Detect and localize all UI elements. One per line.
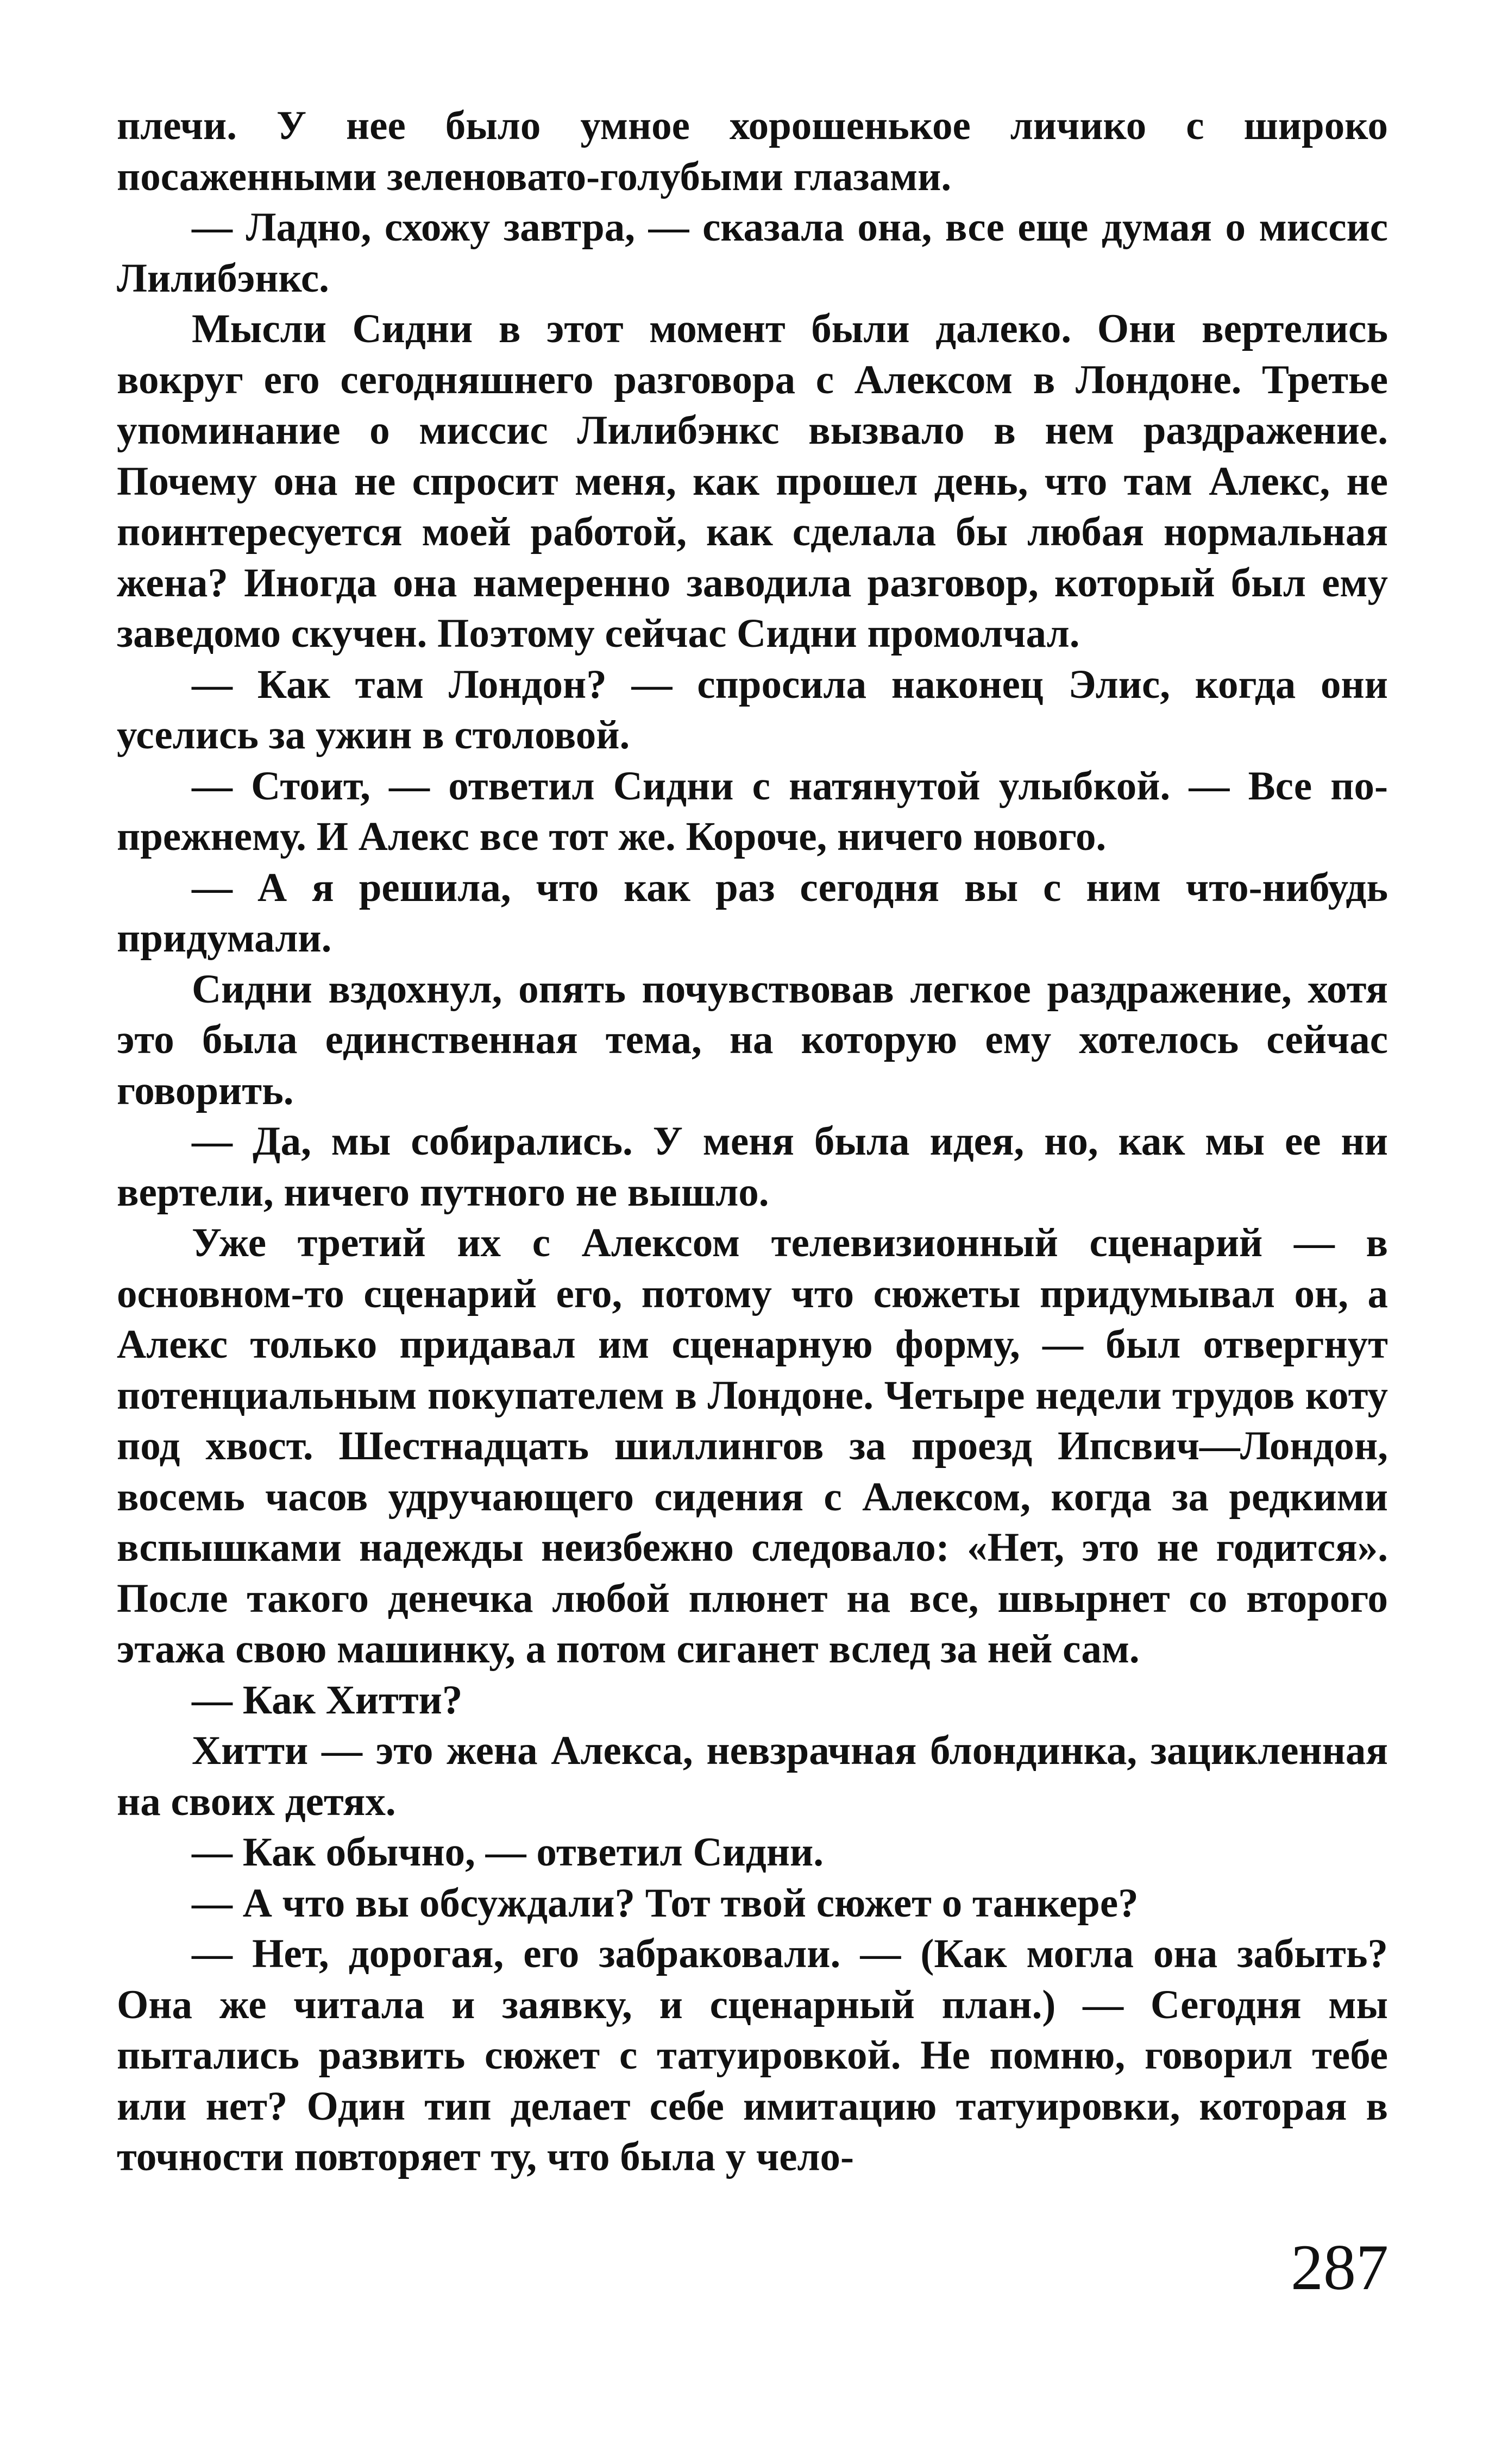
paragraph: — Как обычно, — ответил Сидни. <box>192 1830 824 1875</box>
paragraph: — Как Хитти? <box>192 1677 463 1723</box>
paragraph: Хитти — это жена Алекса, невзрачная блондинка, зацикленная на своих детях. <box>117 1728 1388 1824</box>
paragraph: Мысли Сидни в этот момент были далеко. Они вертелись вокруг его сегодняшнего разговора с Алексом в Лондоне. Третье упоминание о миссис Лилибэнкс вызвало в нем раздражение. Почему она не спросит меня, как прошел день, что там Алекс, не поинтересуется моей работой, как сделала бы любая нормальная жена? Иногда она намеренно заводила разговор, который был ему заведомо скучен. Поэтому сейчас Сидни промолчал. <box>117 306 1388 656</box>
paragraph: — А я решила, что как раз сегодня вы с ним что-нибудь придумали. <box>117 865 1388 961</box>
paragraph: — Нет, дорогая, его забраковали. — (Как могла она забыть? Она же читала и заявку, и сценарный план.) — Сегодня мы пытались развить сюжет с татуировкой. Не помню, говорил тебе или нет? Один тип делает себе имитацию татуировки, которая в точности повторяет ту, что была у чело- <box>117 1931 1388 2179</box>
paragraph: Сидни вздохнул, опять почувствовав легкое раздражение, хотя это была единственная тема, на которую ему хотелось сейчас говорить. <box>117 966 1388 1113</box>
body-text <box>117 100 1388 2183</box>
paragraph: — Стоит, — ответил Сидни с натянутой улыбкой. — Все по-прежнему. И Алекс все тот же. Короче, ничего нового. <box>117 763 1388 859</box>
paragraph: — Да, мы собирались. У меня была идея, но, как мы ее ни вертели, ничего путного не вышло. <box>117 1119 1388 1215</box>
paragraph: Уже третий их с Алексом телевизионный сценарий — в основном-то сценарий его, потому что сюжеты придумывал он, а Алекс только придавал им сценарную форму, — был отвергнут потенциальным покупателем в Лондоне. Четыре недели трудов коту под хвост. Шестнадцать шиллингов за проезд Ипсвич—Лондон, восемь часов удручающего сидения с Алексом, когда за редкими вспышками надежды неизбежно следовало: «Нет, это не годится». После такого денечка любой плюнет на все, швырнет со второго этажа свою машинку, а потом сиганет вслед за ней сам. <box>117 1220 1388 1672</box>
paragraph: — А что вы обсуждали? Тот твой сюжет о танкере? <box>192 1880 1139 1926</box>
paragraph: плечи. У нее было умное хорошенькое личико с широко посаженными зеленовато-голубыми глазами. <box>117 103 1388 199</box>
paragraph: — Ладно, схожу завтра, — сказала она, все еще думая о миссис Лилибэнкс. <box>117 205 1388 301</box>
paragraph: — Как там Лондон? — спросила наконец Элис, когда они уселись за ужин в столовой. <box>117 661 1388 758</box>
page-number: 287 <box>1291 2231 1388 2303</box>
